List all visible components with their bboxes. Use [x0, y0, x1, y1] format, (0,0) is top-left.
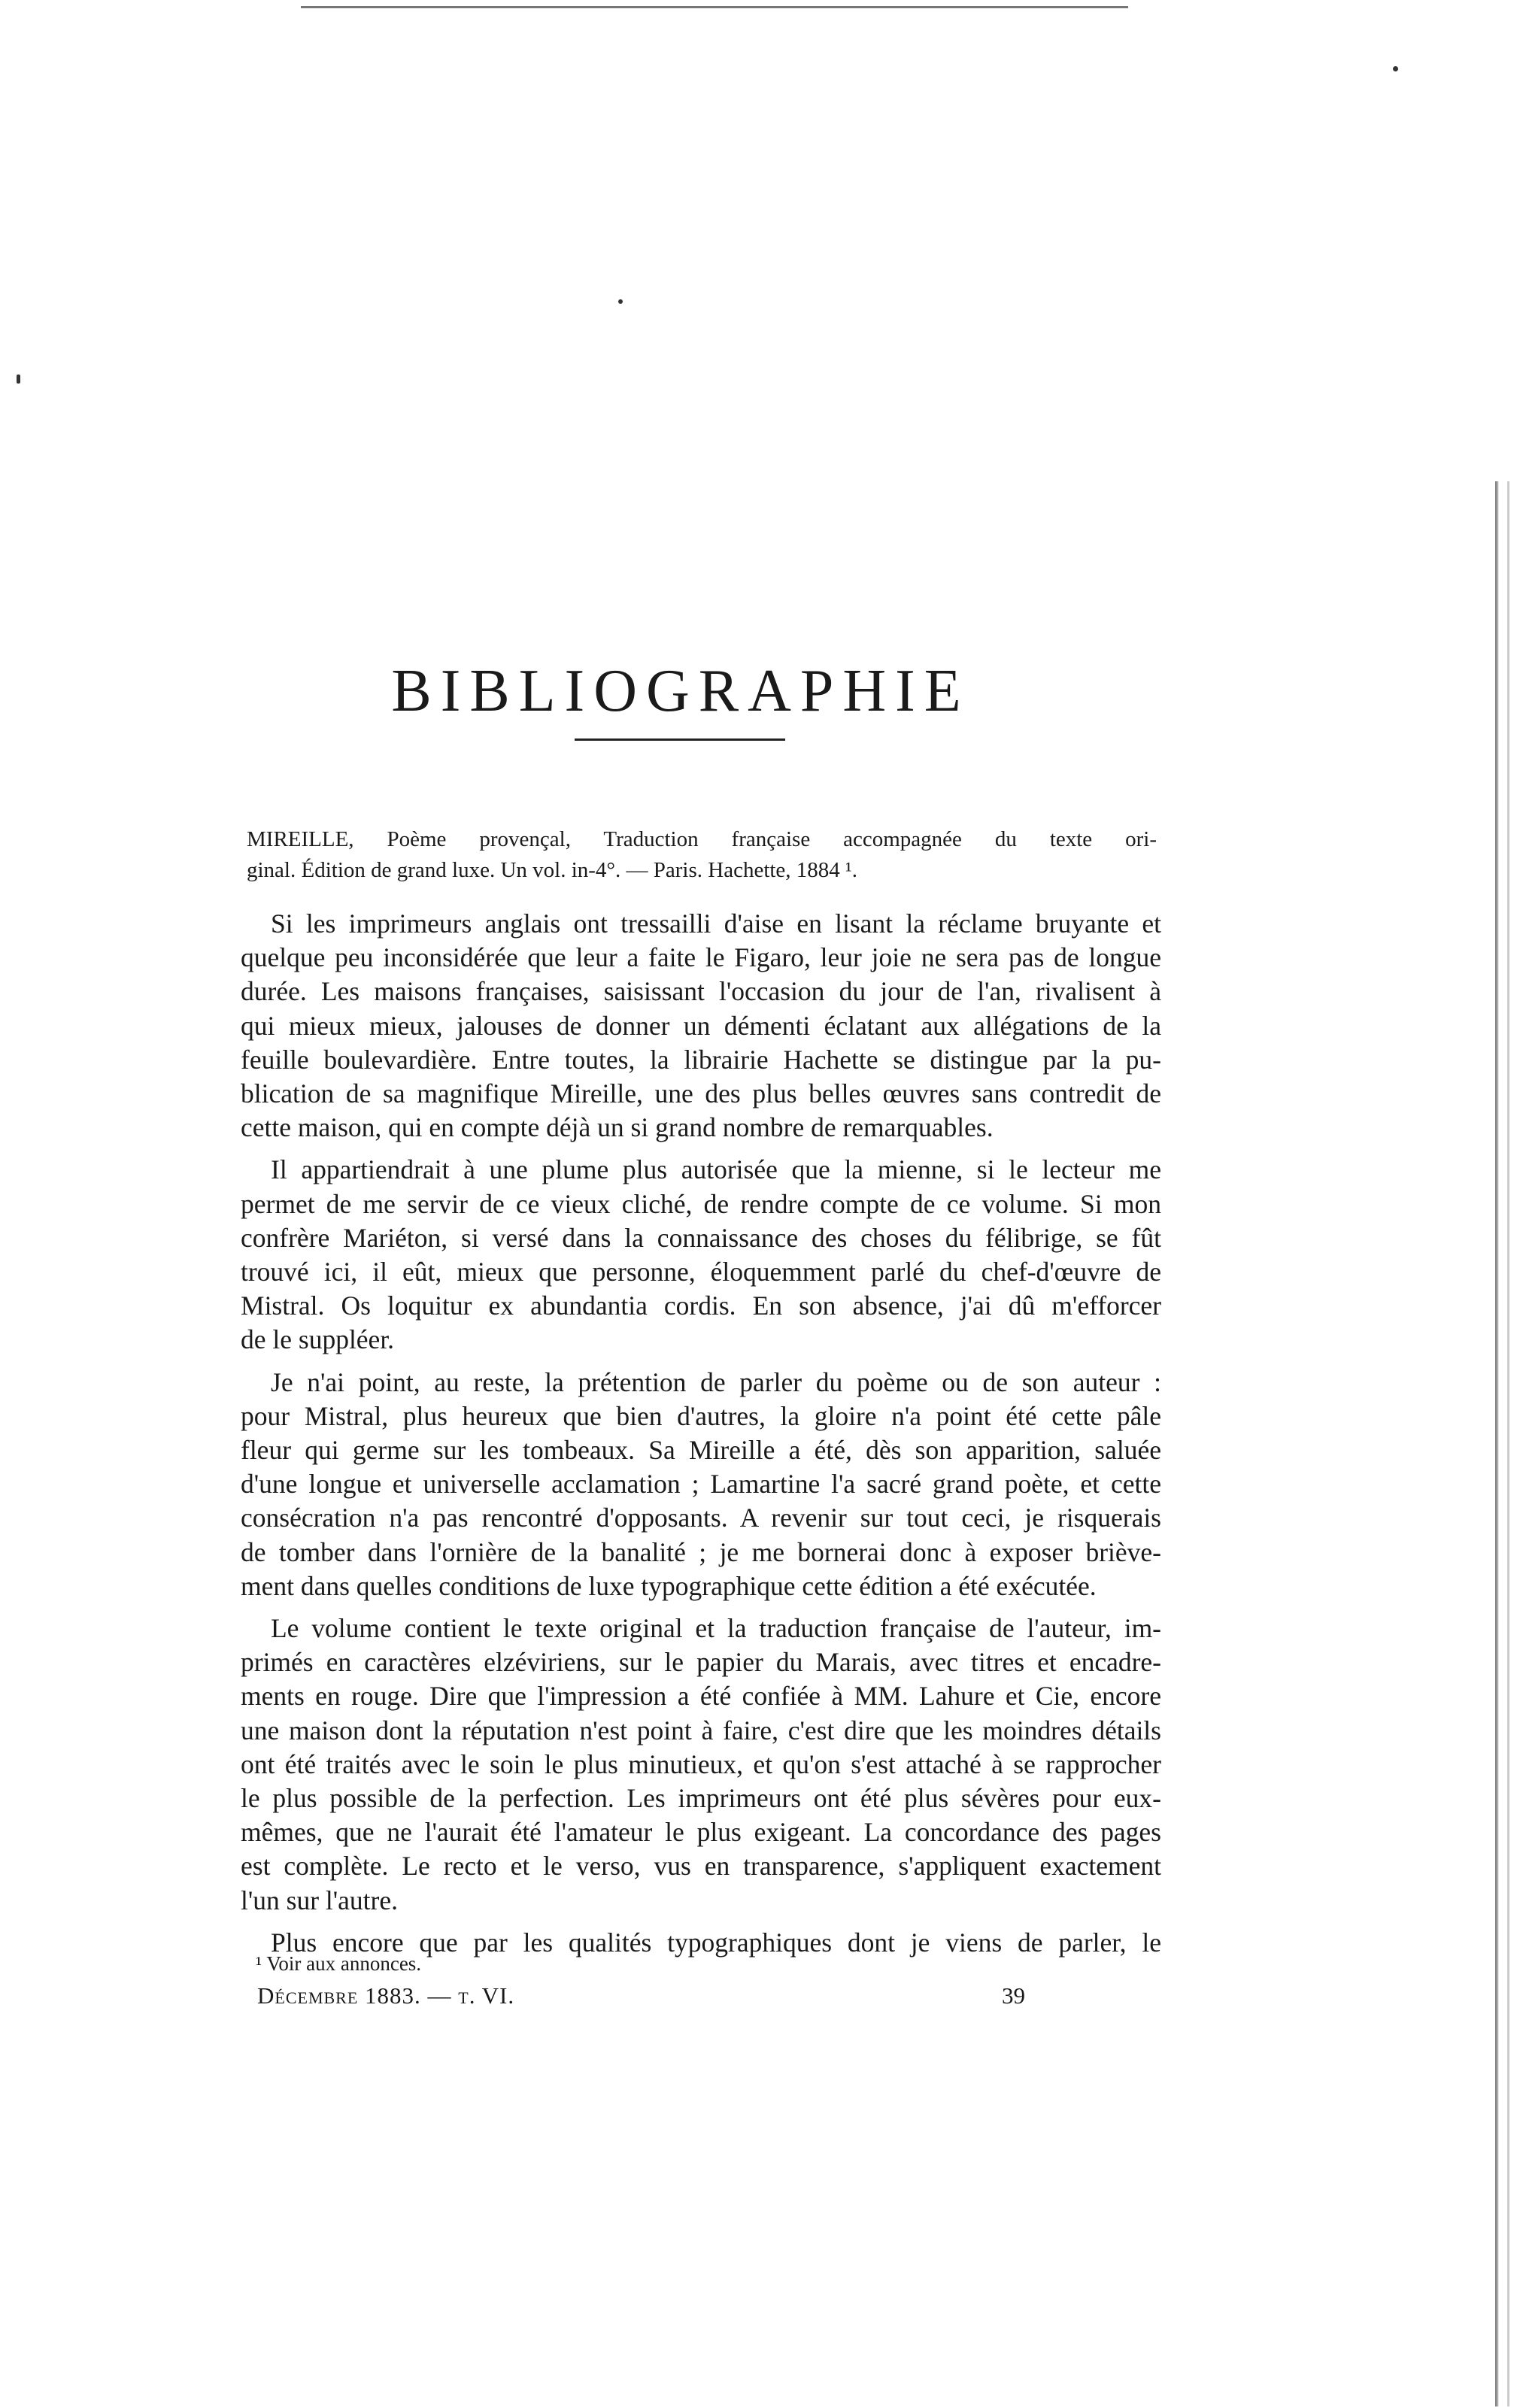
paragraph [241, 1366, 1161, 1603]
text-line: ont été traités avec le soin le plus minutieux, et qu'on s'est attaché à se rapprocher [241, 1748, 1161, 1779]
citation-line: MIREILLE, Poème provençal, Traduction française accompagnée du texte ori- [247, 827, 1157, 851]
text-line: Il appartiendrait à une plume plus autorisée que la mienne, si le lecteur me [271, 1154, 1161, 1185]
text-line: Plus encore que par les qualités typographiques dont je viens de parler, le [271, 1927, 1161, 1958]
text-line: feuille boulevardière. Entre toutes, la librairie Hachette se distingue par la pu- [241, 1044, 1161, 1075]
text-line: trouvé ici, il eût, mieux que personne, éloquemment parlé du chef-d'œuvre de [241, 1257, 1161, 1287]
text-line: le plus possible de la perfection. Les imprimeurs ont été plus sévères pour eux- [241, 1783, 1161, 1814]
page-number: 39 [1002, 1982, 1025, 2009]
text-line: est complète. Le recto et le verso, vus en transparence, s'appliquent exactement [241, 1851, 1161, 1882]
text-line: pour Mistral, plus heureux que bien d'autres, la gloire n'a point été cette pâle [241, 1400, 1161, 1431]
text-line: primés en caractères elzéviriens, sur le papier du Marais, avec titres et encadre- [241, 1647, 1161, 1678]
text-line: d'une longue et universelle acclamation ; Lamartine l'a sacré grand poète, et cette [241, 1469, 1161, 1500]
text-line: fleur qui germe sur les tombeaux. Sa Mireille a été, dès son apparition, saluée [241, 1435, 1161, 1466]
page-title: BIBLIOGRAPHIE [391, 657, 970, 724]
text-line: de tomber dans l'ornière de la banalité ; je me bornerai donc à exposer briève- [241, 1536, 1161, 1567]
title-rule [575, 738, 785, 741]
page-edge-shadow-outer [1507, 481, 1509, 2406]
paragraph [241, 907, 1161, 1145]
text-line: ment dans quelles conditions de luxe typographique cette édition a été exécutée. [241, 1570, 1097, 1601]
scan-speck [1393, 66, 1398, 71]
text-line: l'un sur l'autre. [241, 1885, 398, 1915]
paragraph [241, 1612, 1161, 1918]
scan-speck [17, 375, 20, 384]
text-line: mêmes, que ne l'aurait été l'amateur le plus exigeant. La concordance des pages [241, 1817, 1161, 1848]
paragraph [241, 1153, 1161, 1357]
text-line: consécration n'a pas rencontré d'opposants. A revenir sur tout ceci, je risquerais [241, 1503, 1161, 1533]
text-line: ments en rouge. Dire que l'impression a été confiée à MM. Lahure et Cie, encore [241, 1681, 1161, 1712]
text-line: Si les imprimeurs anglais ont tressailli d'aise en lisant la réclame bruyante et [271, 908, 1161, 939]
text-line: confrère Mariéton, si versé dans la connaissance des choses du félibrige, se fût [241, 1222, 1161, 1253]
text-line: qui mieux mieux, jalouses de donner un démenti éclatant aux allégations de la [241, 1010, 1161, 1041]
text-line: quelque peu inconsidérée que leur a faite le Figaro, leur joie ne sera pas de longue [241, 942, 1161, 973]
text-line: durée. Les maisons françaises, saisissant l'occasion du jour de l'an, rivalisent à [241, 976, 1161, 1007]
text-line: permet de me servir de ce vieux cliché, de rendre compte de ce volume. Si mon [241, 1188, 1161, 1219]
top-scan-line [301, 6, 1128, 8]
scan-speck [618, 299, 623, 304]
book-citation [247, 824, 1157, 886]
text-line: une maison dont la réputation n'est point à faire, c'est dire que les moindres détails [241, 1715, 1161, 1745]
text-line: Je n'ai point, au reste, la prétention de parler du poème ou de son auteur : [271, 1366, 1161, 1397]
text-line: Mistral. Os loquitur ex abundantia cordis. En son absence, j'ai dû m'efforcer [241, 1290, 1161, 1321]
text-line: de le suppléer. [241, 1324, 395, 1355]
page-edge-shadow [1495, 481, 1499, 2406]
text-line: cette maison, qui en compte déjà un si grand nombre de remarquables. [241, 1112, 994, 1143]
footnote: ¹ Voir aux annonces. [256, 1952, 422, 1975]
citation-line: ginal. Édition de grand luxe. Un vol. in-4°. — Paris. Hachette, 1884 ¹. [247, 858, 857, 882]
issue-date: Décembre 1883. — t. VI. [257, 1982, 515, 2009]
text-line: Le volume contient le texte original et la traduction française de l'auteur, im- [271, 1613, 1161, 1644]
text-line: blication de sa magnifique Mireille, une des plus belles œuvres sans contredit de [241, 1078, 1161, 1109]
article-body [241, 907, 1161, 1968]
